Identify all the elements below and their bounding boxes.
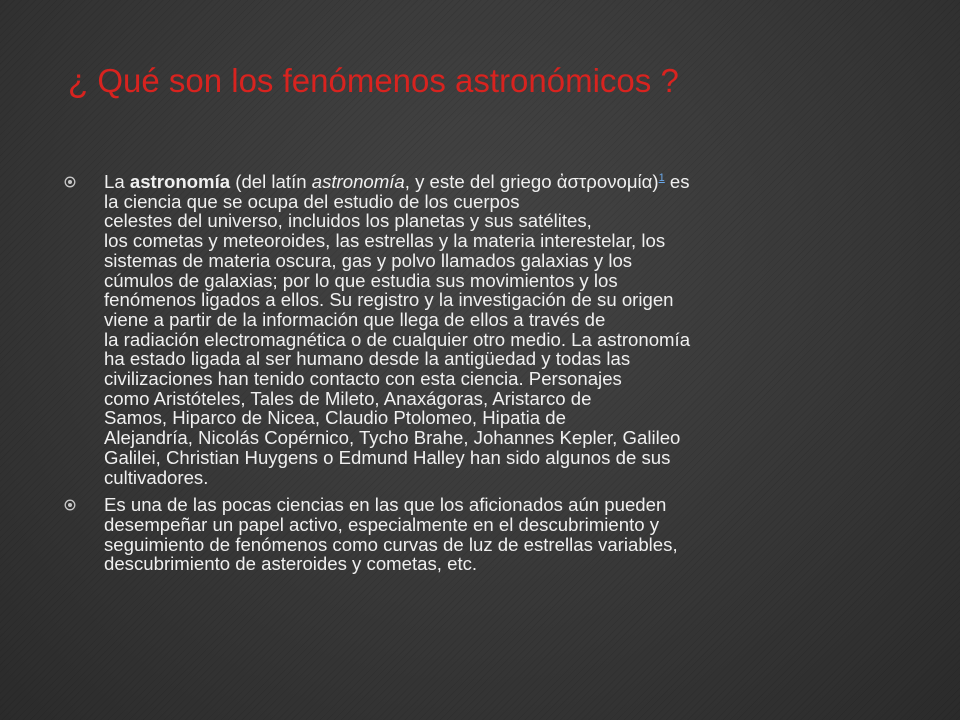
bullet-item-amateurs [64,495,804,574]
reference-link[interactable]: 1 [658,171,665,184]
circled-dot-bullet-icon [64,499,76,511]
slide-title: ¿ Qué son los fenómenos astronómicos ? [68,62,679,99]
bullet-text: , y este del griego ἀστρονομία) [404,171,659,192]
bullet-item-definition [64,172,804,487]
bullet-text: (del latín [230,171,312,192]
italic-latin-term: astronomía [311,171,405,192]
bold-term: astronomía [129,171,231,192]
bullet-text: es la ciencia que se ocupa del estudio de los cuerpos celestes del universo, incluidos los planetas y sus satélites, los cometas y meteoroides, las estrellas y la materia interestelar, los sistemas de materia oscura, gas y polvo llamados galaxias y los cúmulos de galaxias; por lo que estudia sus movimientos y los fenómenos ligados a ellos. Su registro y la investigación de su origen viene a partir de la información que llega de ellos a través de la radiación electromagnética o de cualquier otro medio. La astronomía ha estado ligada al ser humano desde la antigüedad y todas las civilizaciones han tenido contacto con esta ciencia. Personajes como Aristóteles, Tales de Mileto, Anaxágoras, Aristarco de Samos, Hiparco de Nicea, Claudio Ptolomeo, Hipatia de Alejandría, Nicolás Copérnico, Tycho Brahe, Johannes Kepler, Galileo Galilei, Christian Huygens o Edmund Halley han sido algunos de sus cultivadores. [104,171,691,488]
circled-dot-bullet-icon [64,176,76,188]
bullet-text: Es una de las pocas ciencias en las que los aficionados aún pueden desempeñar un papel activo, especialmente en el descubrimiento y seguimiento de fenómenos como curvas de luz de estrellas variables, descubrimiento de asteroides y cometas, etc. [104,494,678,575]
slide-body [64,172,804,582]
bullet-text: La [104,171,130,192]
